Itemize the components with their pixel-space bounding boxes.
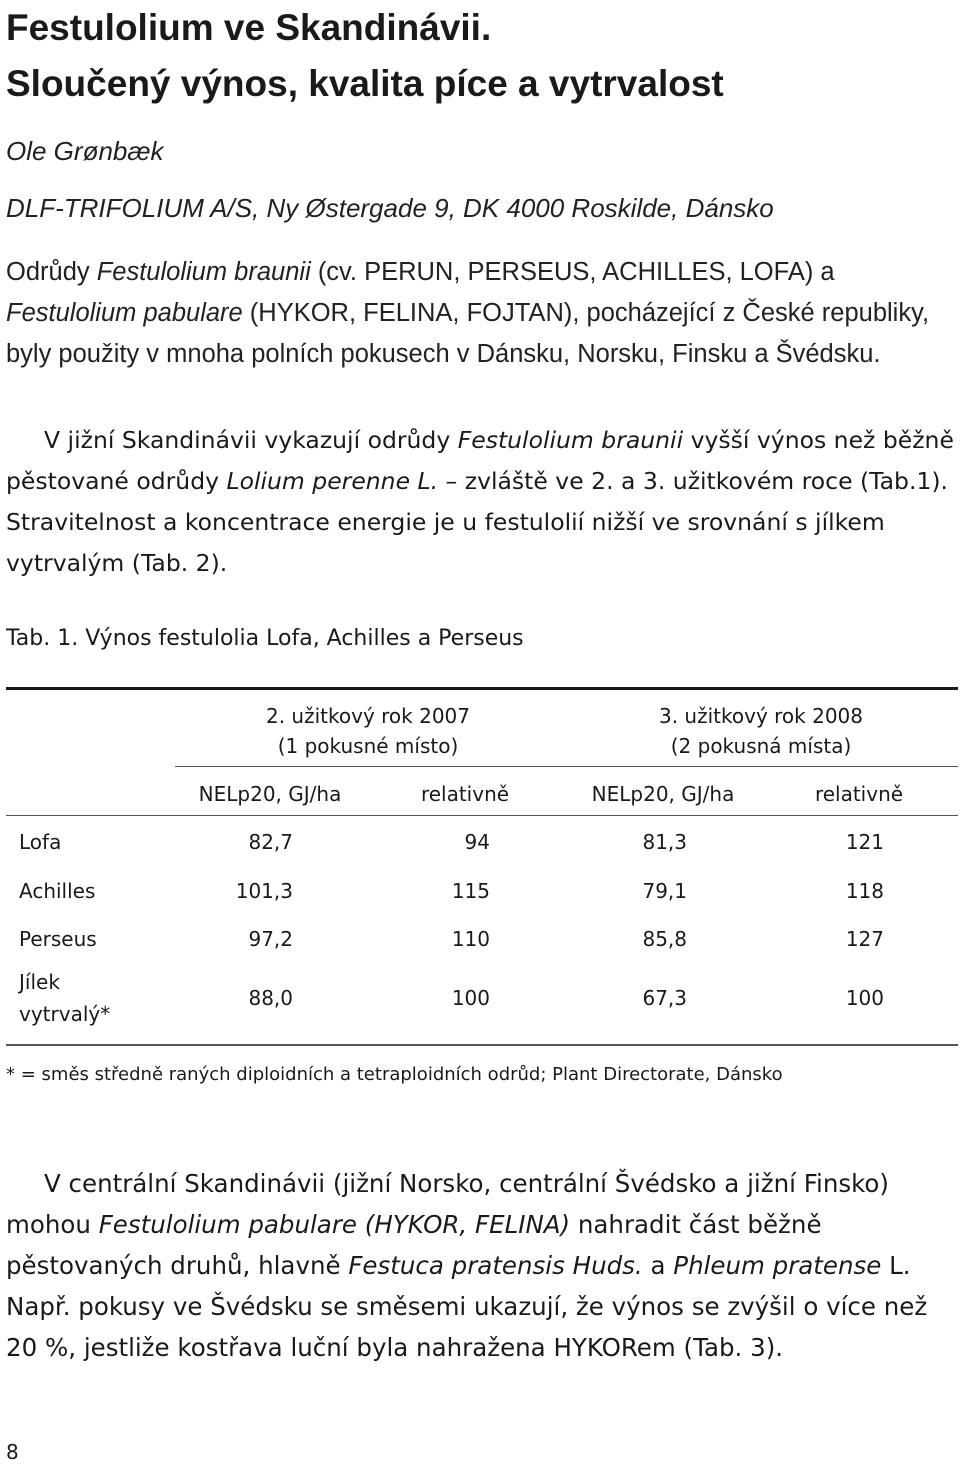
table-cell: 110	[451, 927, 490, 951]
para2-italic-2: Lolium perenne L.	[226, 467, 439, 495]
row-label: Perseus	[19, 927, 97, 951]
table-cell: 94	[464, 830, 490, 854]
para3-italic-3: Phleum pratense	[673, 1251, 882, 1280]
author-affiliation: DLF-TRIFOLIUM A/S, Ny Østergade 9, DK 4000 Roskilde, Dánsko	[6, 193, 774, 223]
col-header-rel-2007: relativně	[420, 782, 510, 806]
col-header-nel-2007: NELp20, GJ/ha	[198, 782, 342, 806]
para3-text-3: a	[642, 1251, 674, 1280]
para1-text-2: (cv. PERUN, PERSEUS, ACHILLES, LOFA) a	[310, 258, 835, 286]
group-header-2007-line1: 2. užitkový rok 2007	[265, 704, 471, 728]
para2-text-3: – zvláště ve 2. a 3. užitkovém roce (Tab.1). Stravitelnost a koncentrace energie je u festulolií nižší ve srovnání s jílkem vytrvalým (Tab. 2).	[6, 467, 949, 577]
paragraph-south	[6, 420, 958, 584]
row-label: Lofa	[19, 830, 62, 854]
author-name: Ole Grønbæk	[6, 136, 164, 166]
table-footnote: * = směs středně raných diploidních a tetraploidních odrůd; Plant Directorate, Dánsko	[6, 1064, 783, 1085]
table-columns-rule	[6, 815, 958, 816]
para3-text-4: L. Např. pokusy ve Švédsku se směsemi ukazují, že výnos se zvýšil o více než 20 %, jestliže kostřava luční byla nahražena HYKORem (Tab. 3).	[6, 1251, 928, 1362]
table-caption: Tab. 1. Výnos festulolia Lofa, Achilles a Perseus	[6, 626, 524, 651]
row-label: Achilles	[19, 879, 96, 903]
title-line-2: Sloučený výnos, kvalita píce a vytrvalost	[6, 63, 724, 104]
table-cell: 81,3	[642, 830, 687, 854]
table-cell: 79,1	[642, 879, 687, 903]
para2-text-1: V jižní Skandinávii vykazují odrůdy	[44, 426, 458, 454]
paragraph-central	[6, 1163, 958, 1368]
table-cell: 85,8	[642, 927, 687, 951]
para3-italic-1: Festulolium pabulare (HYKOR, FELINA)	[98, 1210, 571, 1239]
para2-text-2: vyšší výnos než běžně pěstované odrůdy	[6, 426, 954, 495]
table-header-rule	[175, 766, 958, 767]
row-label: Jílek	[19, 970, 60, 994]
row-label-line2: vytrvalý*	[19, 1002, 111, 1026]
table-bottom-rule	[6, 1044, 958, 1046]
table-cell: 115	[451, 879, 490, 903]
para1-italic-1: Festulolium braunii	[96, 258, 311, 286]
table-top-rule	[6, 687, 958, 690]
para1-text-1: Odrůdy	[6, 258, 97, 286]
group-header-2008-line2: (2 pokusná místa)	[670, 734, 852, 758]
group-header-2008-line1: 3. užitkový rok 2008	[658, 704, 864, 728]
table-cell: 127	[845, 927, 884, 951]
table-cell: 88,0	[248, 986, 293, 1010]
paragraph-intro	[6, 252, 958, 375]
title-line-1: Festulolium ve Skandinávii.	[6, 7, 492, 48]
para3-italic-2: Festuca pratensis Huds.	[348, 1251, 643, 1280]
article-title	[6, 0, 946, 112]
para1-text-3: (HYKOR, FELINA, FOJTAN), pocházející z České republiky, byly použity v mnoha polních pokusech v Dánsku, Norsku, Finsku a Švédsku.	[6, 299, 930, 368]
table-cell: 121	[845, 830, 884, 854]
table-cell: 97,2	[248, 927, 293, 951]
para2-italic-1: Festulolium braunii	[457, 426, 684, 454]
group-header-2007-line2: (1 pokusné místo)	[277, 734, 459, 758]
table-cell: 100	[845, 986, 884, 1010]
table-cell: 100	[451, 986, 490, 1010]
page-number: 8	[6, 1440, 19, 1464]
table-cell: 101,3	[235, 879, 293, 903]
para3-text-1: V centrální Skandinávii (jižní Norsko, centrální Švédsko a jižní Finsko) mohou	[6, 1169, 889, 1239]
table-cell: 118	[845, 879, 884, 903]
para3-text-2: nahradit část běžně pěstovaných druhů, hlavně	[6, 1210, 822, 1280]
table-cell: 67,3	[642, 986, 687, 1010]
para1-italic-2: Festulolium pabulare	[6, 299, 243, 327]
col-header-rel-2008: relativně	[814, 782, 904, 806]
table-cell: 82,7	[248, 830, 293, 854]
col-header-nel-2008: NELp20, GJ/ha	[591, 782, 735, 806]
